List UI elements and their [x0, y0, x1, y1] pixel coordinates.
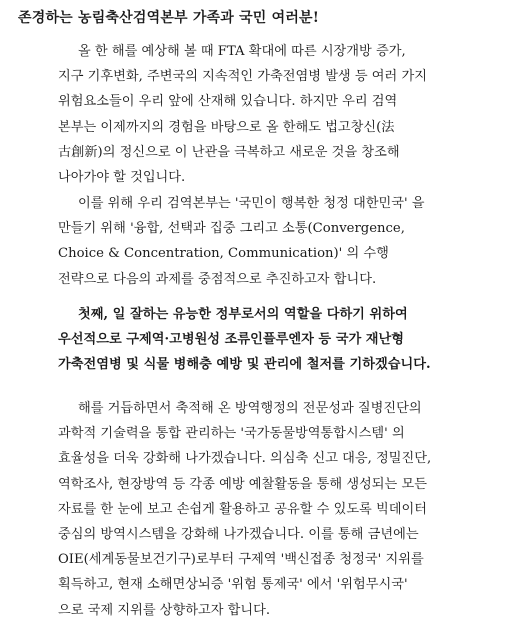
- paragraph-line: 해를 거듭하면서 축적해 온 방역행정의 전문성과 질병진단의: [78, 401, 422, 416]
- paragraph-quarantine-system: [58, 396, 508, 623]
- paragraph-line: 자료를 한 눈에 보고 손쉽게 활용하고 공유할 수 있도록 빅데이터: [58, 501, 427, 517]
- paragraph-line: 古創新)의 정신으로 이 난관을 극복하고 새로운 것을 창조해: [58, 144, 400, 160]
- paragraph-outlook: [58, 39, 508, 190]
- paragraph-line: 본부는 이제까지의 경험을 바탕으로 올 한해도 법고창신(法: [58, 119, 395, 135]
- paragraph-line: 효율성을 더욱 강화해 나가겠습니다. 의심축 신고 대응, 정밀진단,: [58, 451, 432, 467]
- paragraph-line: 첫째, 일 잘하는 유능한 정부로서의 역할을 다하기 위하여: [78, 307, 408, 322]
- paragraph-line: 만들기 위해 '융합, 선택과 집중 그리고 소통(Convergence,: [58, 221, 405, 237]
- paragraph-line: 획득하고, 현재 소해면상뇌증 '위험 통제국' 에서 '위험무시국': [58, 577, 408, 593]
- paragraph-line: 으로 국제 지위를 상향하고자 합니다.: [58, 602, 271, 618]
- paragraph-line: 과학적 기술력을 통합 관리하는 '국가동물방역통합시스템' 의: [58, 426, 405, 442]
- paragraph-line: 나아가야 할 것입니다.: [58, 170, 186, 186]
- paragraph-first-task: [58, 302, 508, 378]
- paragraph-line: OIE(세계동물보건기구)로부터 구제역 '백신접종 청정국' 지위를: [58, 552, 424, 568]
- paragraph-line: 전략으로 다음의 과제를 중점적으로 추진하고자 합니다.: [58, 271, 377, 287]
- paragraph-line: 역학조사, 현장방역 등 각종 예방 예찰활동을 통해 생성되는 모든: [58, 476, 427, 492]
- paragraph-strategy: [58, 191, 508, 292]
- paragraph-line: 위험요소들이 우리 앞에 산재해 있습니다. 하지만 우리 검역: [58, 94, 398, 110]
- paragraph-line: 지구 기후변화, 주변국의 지속적인 가축전염병 발생 등 여러 가지: [58, 69, 427, 85]
- paragraph-line: 우선적으로 구제역·고병원성 조류인플루엔자 등 국가 재난형: [58, 332, 405, 348]
- paragraph-line: 가축전염병 및 식물 병해충 예방 및 관리에 철저를 기하겠습니다.: [58, 357, 431, 373]
- paragraph-line: 중심의 방역시스템을 강화해 나가겠습니다. 이를 통해 금년에는: [58, 527, 419, 543]
- paragraph-line: Choice & Concentration, Communication)' 의 수행: [58, 246, 389, 262]
- paragraph-line: 올 한 해를 예상해 볼 때 FTA 확대에 따른 시장개방 증가,: [78, 44, 406, 59]
- paragraph-line: 이를 위해 우리 검역본부는 '국민이 행복한 청정 대한민국' 을: [78, 196, 425, 211]
- document-title: 존경하는 농림축산검역본부 가족과 국민 여러분!: [18, 10, 320, 26]
